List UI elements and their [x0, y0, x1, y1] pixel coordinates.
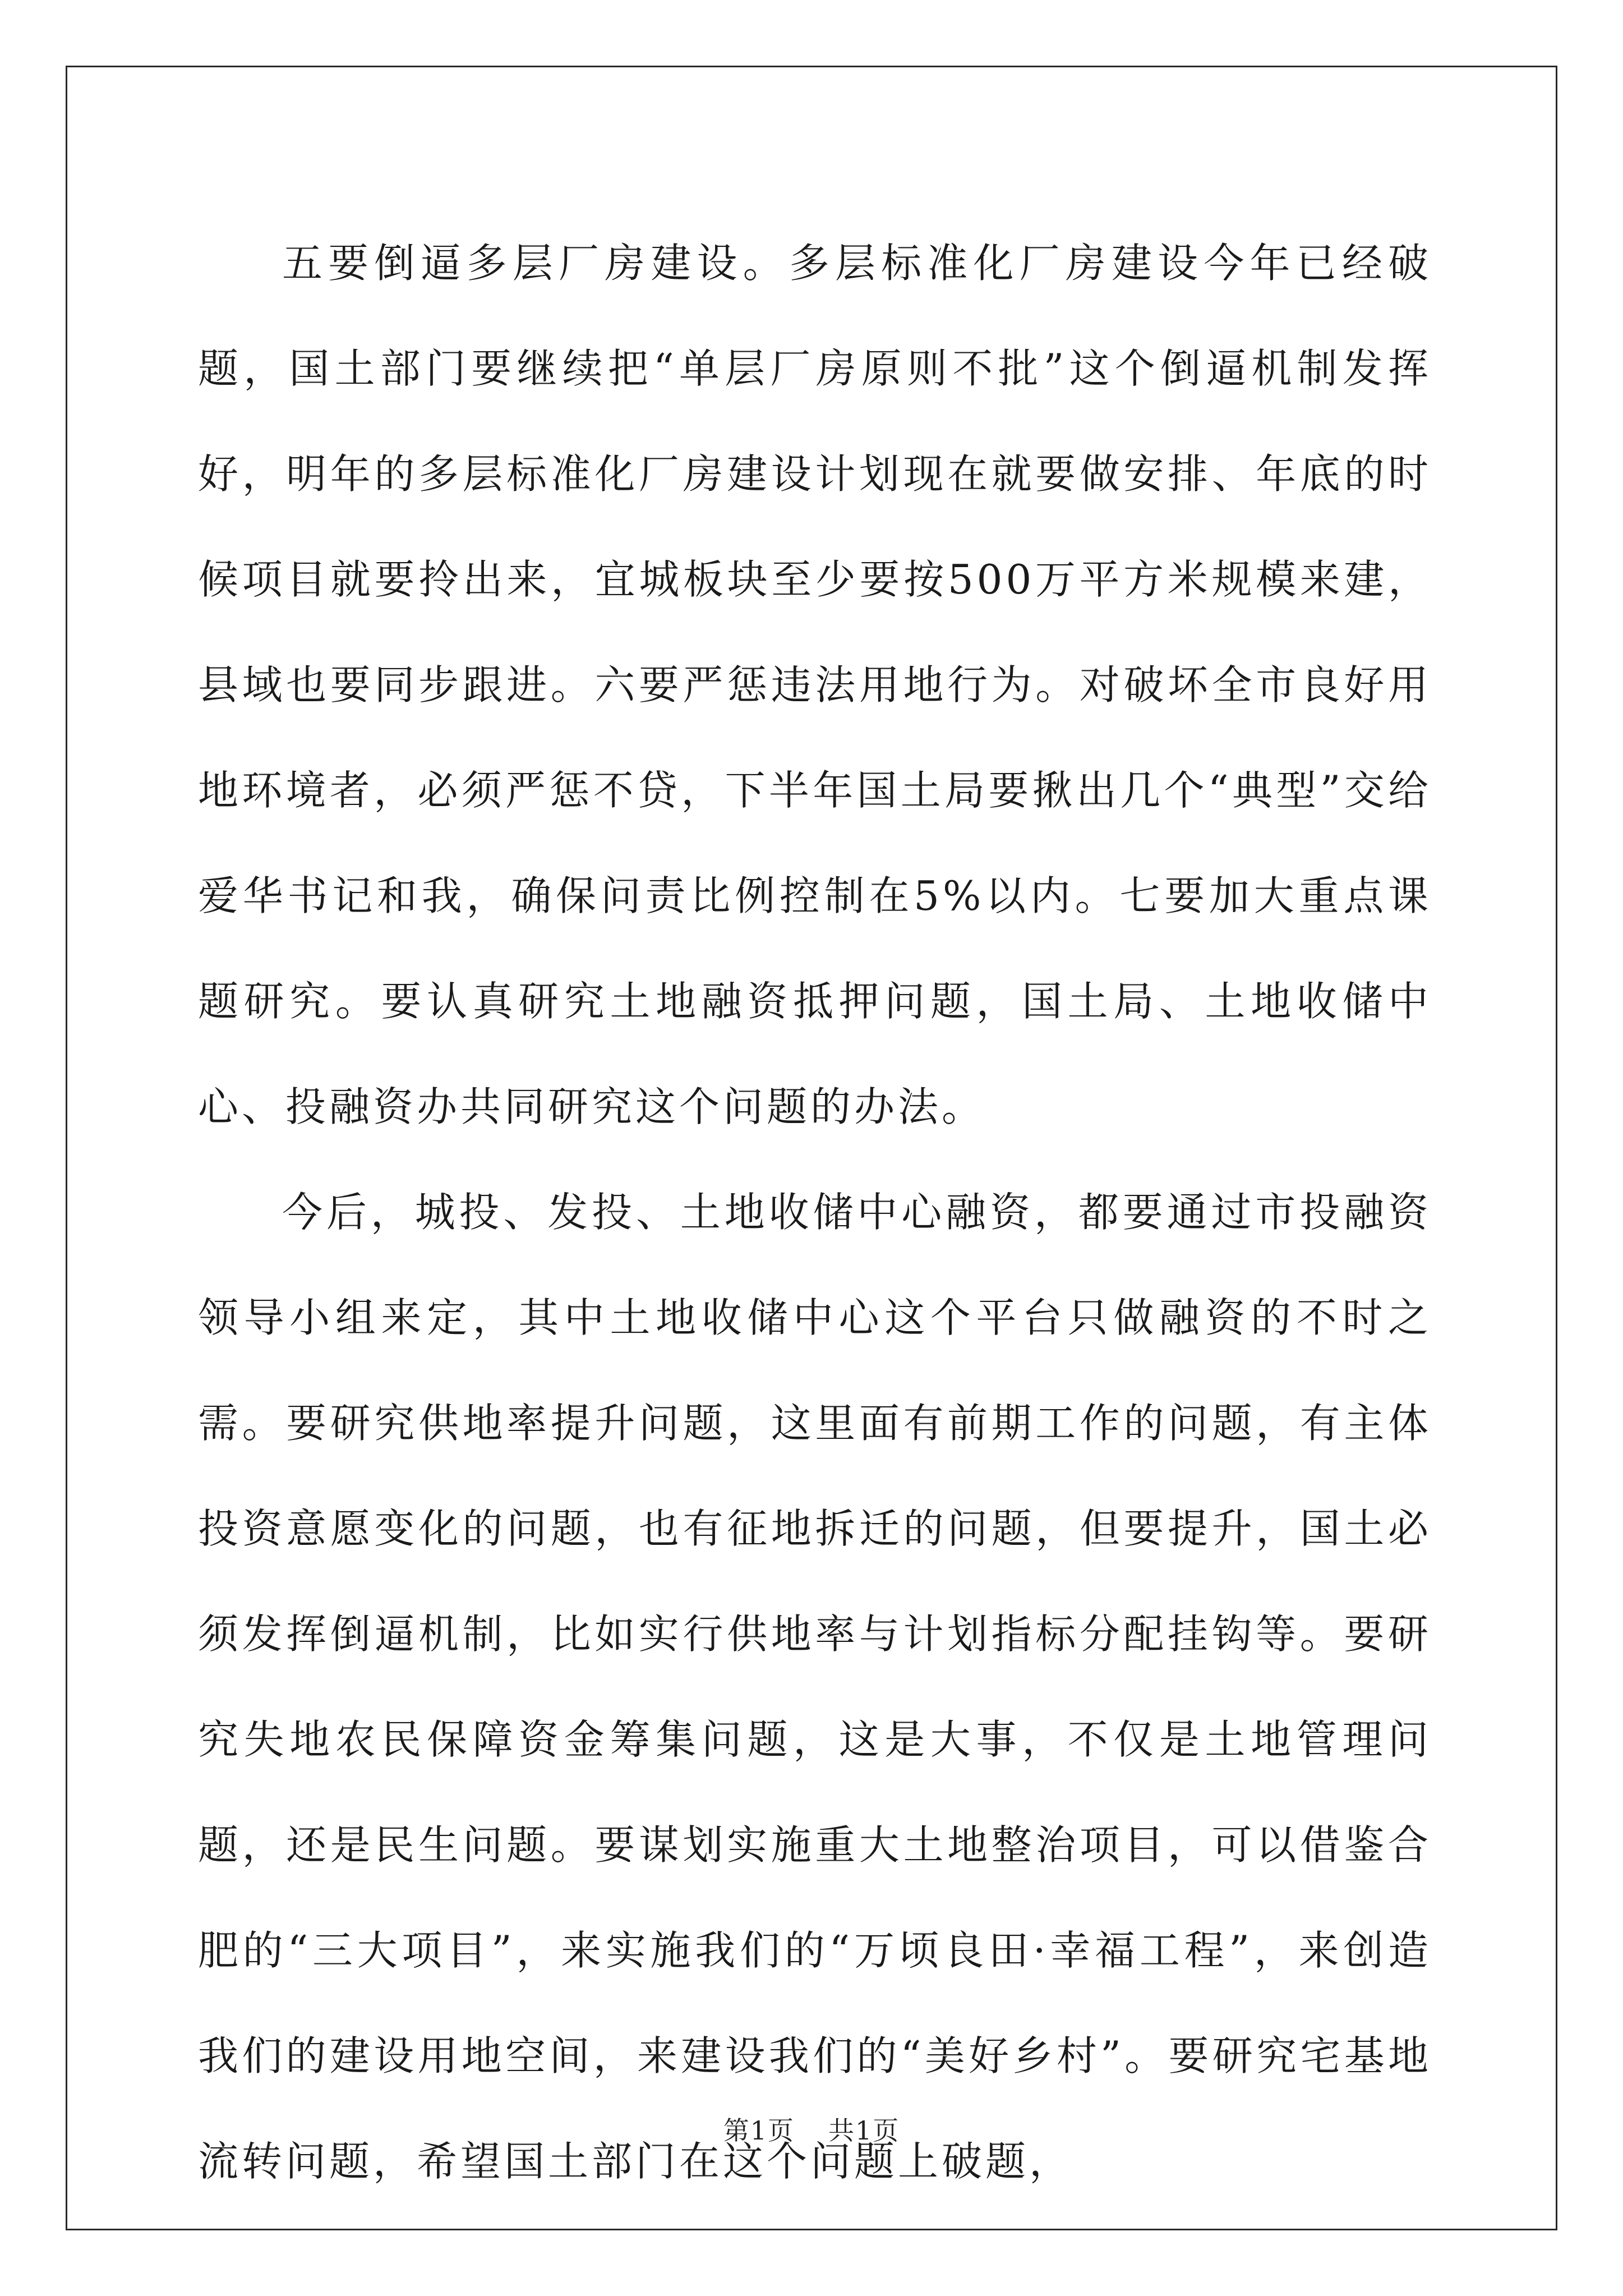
page-footer: [0, 2114, 1623, 2147]
paragraph-2: 今后，城投、发投、土地收储中心融资，都要通过市投融资领导小组来定，其中土地收储中心这个平台只做融资的不时之需。要研究供地率提升问题，这里面有前期工作的问题，有主体投资意愿变化的问题，也有征地拆迁的问题，但要提升，国土必须发挥倒逼机制，比如实行供地率与计划指标分配挂钩等。要研究失地农民保障资金筹集问题，这是大事，不仅是土地管理问题，还是民生问题。要谋划实施重大土地整治项目，可以借鉴合肥的“三大项目”，来实施我们的“万顷良田·幸福工程”，来创造我们的建设用地空间，来建设我们的“美好乡村”。要研究宅基地流转问题，希望国土部门在这个问题上破题，: [198, 1189, 1432, 2185]
paragraph-1: 五要倒逼多层厂房建设。多层标准化厂房建设今年已经破题，国土部门要继续把“单层厂房原则不批”这个倒逼机制发挥好，明年的多层标准化厂房建设计划现在就要做安排、年底的时候项目就要拎出来，宜城板块至少要按500万平方米规模来建，县域也要同步跟进。六要严惩违法用地行为。对破坏全市良好用地环境者，必须严惩不贷，下半年国土局要揪出几个“典型”交给爱华书记和我，确保问责比例控制在5%以内。七要加大重点课题研究。要认真研究土地融资抵押问题，国土局、土地收储中心、投融资办共同研究这个问题的办法。: [198, 240, 1432, 1130]
total-pages: 共1页: [828, 2115, 900, 2146]
page-number: 第1页: [723, 2115, 795, 2146]
document-body: [198, 210, 1432, 2214]
